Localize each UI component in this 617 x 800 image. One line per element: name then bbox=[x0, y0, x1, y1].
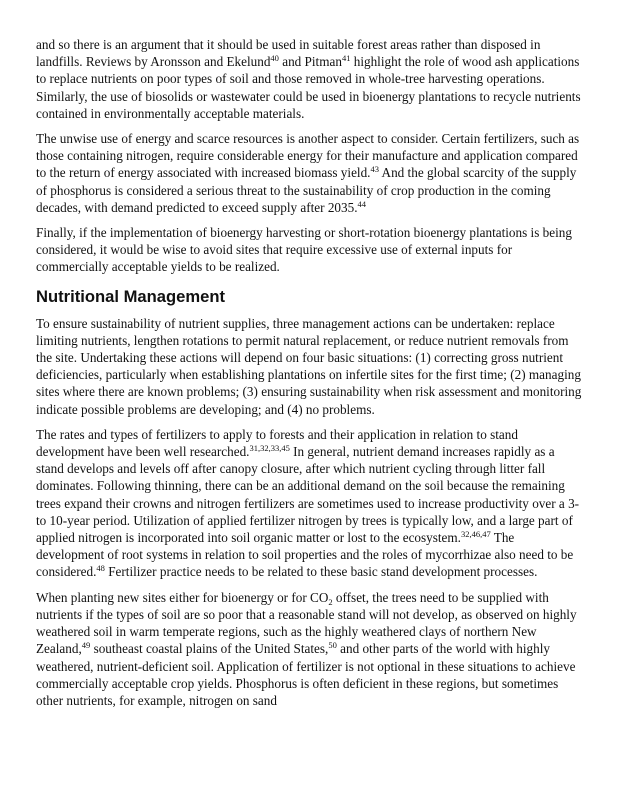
citation-superscript: 32,46,47 bbox=[460, 529, 491, 540]
text-run: And the global scarcity of the supply of phosphorus is considered a serious threat to the sustainability of crop production in the coming decades, with demand predicted to exceed supply after 2035. bbox=[36, 165, 577, 215]
text-run: highlight the role of wood ash applications to replace nutrients on poor types of soil and those removed in whole-tree harvesting operations. Similarly, the use of biosolids or wastewater could be used in bioenergy plantations to recycle nutrients contained in environmentally acceptable materials. bbox=[36, 54, 581, 121]
document-page bbox=[36, 36, 583, 717]
citation-superscript: 50 bbox=[328, 640, 337, 651]
text-run: southeast coastal plains of the United States, bbox=[90, 641, 329, 657]
text-run: The development of root systems in relation to soil properties and the roles of mycorrhizae also need to be considered. bbox=[36, 530, 574, 580]
text-run: In general, nutrient demand increases rapidly as a stand develops and levels off after canopy closure, after which nutrient cycling through litter fall dominates. Following thinning, there can be an additional demand on the soil because the remaining trees expand their crowns and nitrogen fertilizers are sometimes used to increase productivity over a 3- to 10-year period. Utilization of applied fertilizer nitrogen by trees is typically low, and a large part of applied nitrogen is incorporated into soil organic matter or lost to the ecosystem. bbox=[36, 444, 580, 546]
citation-superscript: 49 bbox=[81, 640, 91, 651]
section-heading: Nutritional Management bbox=[36, 286, 225, 306]
text-run: The unwise use of energy and scarce resources is another aspect to consider. Certain fertilizers, such as those containing nitrogen, require considerable energy for their manufacture and application compared to the return of energy associated with increased biomass yield. bbox=[36, 131, 580, 181]
text-run: Finally, if the implementation of bioenergy harvesting or short-rotation bioenergy plantations is being considered, it would be wise to avoid sites that require excessive use of external inputs for commercially acceptable yields to be realized. bbox=[36, 225, 572, 275]
paragraph-management-actions bbox=[36, 315, 583, 418]
text-run: The rates and types of fertilizers to apply to forests and their application in relation to stand development have been well researched. bbox=[36, 426, 518, 460]
paragraph-wood-ash bbox=[36, 36, 583, 122]
text-run: offset, the trees need to be supplied with nutrients if the types of soil are so poor that a reasonable stand will not develop, as observed on highly weathered soil in warm temperate regions, such as the highly weathered clays of northern New Zealand, bbox=[36, 589, 577, 657]
citation-superscript: 31,32,33,45 bbox=[249, 443, 290, 454]
paragraph-new-sites bbox=[36, 589, 583, 709]
citation-superscript: 40 bbox=[270, 53, 279, 64]
text-run: and so there is an argument that it should be used in suitable forest areas rather than disposed in landfills. Reviews by Aronsson and Ekelund bbox=[36, 37, 541, 70]
paragraph-fertilizer-rates bbox=[36, 426, 583, 581]
citation-superscript: 41 bbox=[341, 53, 351, 64]
text-run: When planting new sites either for bioenergy or for CO bbox=[36, 589, 329, 605]
paragraph-energy-resources bbox=[36, 130, 583, 216]
text-run: To ensure sustainability of nutrient supplies, three management actions can be undertaken: replace limiting nutrients, lengthen rotations to permit natural replacement, or reduce nutrient removals from the site. Undertaking these actions will depend on four basic situations: (1) correcting gross nutrient deficiencies, particularly when establishing plantations on infertile sites for the first time; (2) managing sites where there are known problems; (3) ensuring sustainability when risk assessment and monitoring indicate possible problems are developing; and (4) no problems. bbox=[36, 315, 582, 417]
citation-superscript: 43 bbox=[370, 164, 379, 175]
text-run: Fertilizer practice needs to be related to these basic stand development processes. bbox=[104, 564, 538, 580]
citation-superscript: 48 bbox=[96, 563, 105, 574]
text-run: and other parts of the world with highly weathered, nutrient-deficient soil. Application of fertilizer is not optional in these situations to achieve commercially acceptable crop yields. Phosphorus is often deficient in these regions, but sometimes other nutrients, for example, nitrogen on sand bbox=[36, 641, 576, 708]
text-run: and Pitman bbox=[278, 54, 342, 70]
paragraph-site-selection bbox=[36, 224, 583, 276]
chemical-subscript: 2 bbox=[328, 596, 333, 607]
citation-superscript: 44 bbox=[357, 198, 367, 209]
